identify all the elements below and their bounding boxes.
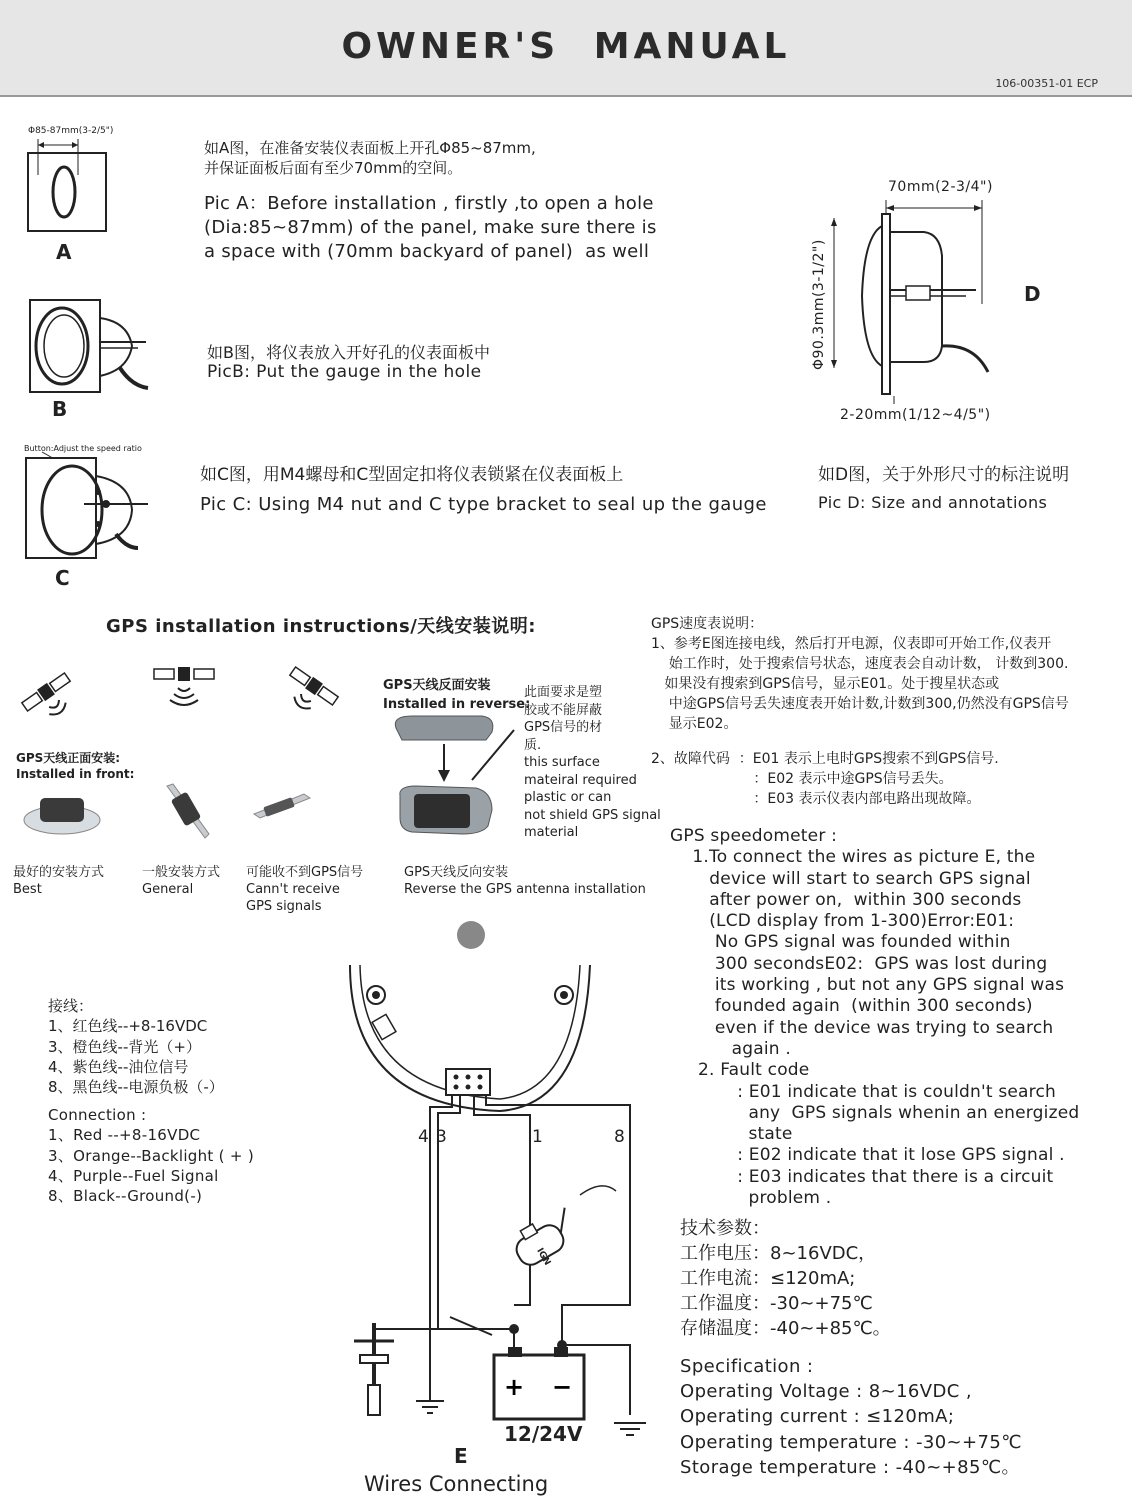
antenna-general-icon	[167, 784, 209, 838]
front-install-en: Installed in front:	[16, 767, 135, 781]
wire-pin3	[438, 1095, 514, 1329]
pic-d-dimension-drawing	[806, 196, 1006, 406]
ground-icon	[416, 1401, 444, 1413]
pic-a-en-line: a space with (70mm backyard of panel) as well	[204, 241, 650, 262]
gauge-connector	[446, 1069, 490, 1095]
gps-en-line: state	[670, 1124, 793, 1145]
pic-a-dimension-label: Φ85-87mm(3-2/5")	[28, 126, 114, 136]
wiring-en-line: 8、Black--Ground(-)	[48, 1187, 203, 1206]
pic-b-english-text: PicB: Put the gauge in the hole	[207, 362, 482, 382]
pin-4-label: 4	[418, 1127, 429, 1147]
gps-cn-line: GPS速度表说明：	[651, 616, 764, 632]
wiring-cn-line: 8、黑色线--电源负极（-）	[48, 1078, 224, 1097]
reverse-note	[524, 684, 661, 842]
gps-en-line: again .	[670, 1038, 791, 1059]
specs-en-line: Operating Voltage : 8~16VDC ,	[680, 1381, 972, 1403]
battery-icon	[494, 1347, 584, 1419]
gps-en-line: after power on, within 300 seconds	[670, 889, 1022, 910]
cannot-receive-caption	[246, 864, 363, 915]
pin-1-label: 1	[532, 1127, 543, 1147]
svg-text:−: −	[551, 1373, 573, 1401]
specs-en-line: Operating temperature : -30~+75℃	[680, 1431, 1022, 1453]
gps-english-description	[670, 826, 1079, 1209]
specs-en-title: Specification :	[680, 1356, 814, 1377]
gps-en-line: any GPS signals whenin an energized	[670, 1102, 1080, 1123]
gps-cn-line: ：E03 表示仪表内部电路出现故障。	[651, 791, 981, 807]
document-code: 106-00351-01 ECP	[995, 77, 1098, 90]
specs-en-line: Storage temperature : -40~+85℃。	[680, 1456, 1020, 1478]
antenna-best-icon	[24, 798, 100, 834]
cannot-caption-line: 可能收不到GPS信号	[246, 865, 364, 880]
wires-connecting-caption: Wires Connecting	[364, 1472, 549, 1496]
pic-c-english-text: Pic C: Using M4 nut and C type bracket to seal up the gauge	[200, 494, 767, 515]
gps-cn-line: ：E02 表示中途GPS信号丢失。	[651, 771, 953, 787]
wiring-cn-line: 1、红色线--+8-16VDC	[48, 1017, 208, 1036]
reverse-note-line: 胶或不能屏蔽	[524, 702, 603, 718]
pic-b-chinese-text: 如B图，将仪表放入开好孔的仪表面板中	[207, 343, 490, 362]
battery-voltage-label: 12/24V	[504, 1422, 583, 1446]
cannot-caption-line: GPS signals	[246, 899, 322, 914]
pic-d-label: D	[1024, 282, 1041, 306]
gps-cn-line: 如果没有搜索到GPS信号，显示E01。处于搜星状态或	[651, 676, 1000, 692]
pic-d-chinese-text: 如D图，关于外形尺寸的标注说明	[818, 465, 1070, 485]
general-caption-line: 一般安装方式	[142, 865, 221, 880]
satellite-icon	[21, 671, 82, 727]
svg-text:+: +	[503, 1373, 525, 1401]
front-install-cn: GPS天线正面安装:	[16, 751, 121, 765]
antenna-bad-icon	[254, 794, 310, 818]
pic-d-panel-thickness-label: 2-20mm(1/12~4/5")	[840, 407, 991, 423]
wire-pin8	[486, 1095, 630, 1355]
gps-en-line: GPS speedometer :	[670, 826, 838, 846]
satellite-icon	[154, 667, 214, 705]
wiring-cn-line: 4、紫色线--油位信号	[48, 1057, 189, 1076]
gps-cn-line: 2、故障代码 ：E01 表示上电时GPS搜索不到GPS信号.	[651, 751, 999, 767]
pic-c-bracket-drawing	[22, 452, 152, 564]
reverse-note-line: not shield GPS signal	[524, 807, 661, 823]
specs-cn-line: 工作电压：8~16VDC，	[680, 1243, 877, 1264]
reverse-note-line: 质.	[524, 737, 542, 753]
gps-cn-line: 显示E02。	[651, 716, 738, 732]
wiring-en-line: 4、Purple--Fuel Signal	[48, 1166, 219, 1185]
pic-a-en-line: (Dia:85~87mm) of the panel, make sure there is	[204, 217, 657, 238]
general-caption-line: General	[142, 882, 194, 897]
pic-a-cn-line: 并保证面板后面有至少70mm的空间。	[204, 159, 463, 177]
specs-cn-line: 工作电流：≤120mA;	[680, 1268, 856, 1289]
pic-a-panel-hole-drawing	[20, 135, 115, 245]
pic-a-english-text	[204, 192, 657, 264]
reverse-caption-line: GPS天线反向安装	[404, 865, 509, 880]
gps-en-line: device will start to search GPS signal	[670, 868, 1031, 889]
reverse-antenna-drawing	[392, 714, 522, 850]
gps-cn-line: 中途GPS信号丢失速度表开始计数,计数到300,仍然没有GPS信号	[651, 696, 1069, 712]
reverse-install-cn: GPS天线反面安装	[383, 678, 491, 693]
specs-cn-line: 工作温度：-30~+75℃	[680, 1293, 873, 1314]
gps-en-line: : E02 indicate that it lose GPS signal .	[670, 1145, 1065, 1166]
reverse-caption-line: Reverse the GPS antenna installation	[404, 882, 646, 897]
wiring-en-title: Connection :	[48, 1106, 147, 1124]
ground-icon	[614, 1423, 646, 1435]
reverse-note-line: mateiral required	[524, 772, 637, 788]
specs-en-line: Operating current : ≤120mA;	[680, 1406, 955, 1428]
pic-b-label: B	[52, 397, 68, 421]
gps-cn-line	[651, 734, 1069, 749]
pic-a-cn-line: 如A图，在准备安装仪表面板上开孔Φ85~87mm,	[204, 139, 536, 157]
pin-3-label: 3	[436, 1127, 447, 1147]
pic-b-gauge-in-hole-drawing	[28, 298, 153, 398]
reverse-note-line: GPS信号的材	[524, 720, 603, 735]
wire-pin1	[474, 1095, 530, 1215]
pic-a-en-line: Pic A：Before installation , firstly ,to open a hole	[204, 193, 654, 214]
reverse-caption	[404, 864, 646, 898]
gps-chinese-description	[651, 614, 1069, 809]
gps-en-line: its working , but not any GPS signal was	[670, 975, 1065, 996]
specs-english	[680, 1354, 1022, 1480]
indicator-dot	[457, 921, 485, 949]
pic-d-depth-label: 70mm(2-3/4")	[888, 179, 993, 195]
specs-cn-line: 存储温度：-40~+85℃。	[680, 1318, 891, 1339]
satellite-icon	[278, 665, 339, 721]
gps-en-line: 1.To connect the wires as picture E, the	[670, 847, 1036, 868]
reverse-note-line: material	[524, 825, 579, 840]
wiring-english	[48, 1105, 254, 1206]
wiring-chinese	[48, 996, 224, 1097]
cannot-caption-line: Cann't receive	[246, 882, 340, 897]
gps-en-line: (LCD display from 1-300)Error:E01:	[670, 911, 1015, 932]
gps-en-line: even if the device was trying to search	[670, 1017, 1054, 1038]
manual-title: OWNER'S MANUAL	[341, 26, 791, 67]
pic-a-chinese-text	[204, 138, 536, 178]
reverse-note-line: this surface	[524, 755, 600, 770]
gps-en-line: : E03 indicates that there is a circuit	[670, 1166, 1054, 1187]
gps-en-line: No GPS signal was founded within	[670, 932, 1011, 953]
gps-en-line: : E01 indicate that is couldn't search	[670, 1081, 1056, 1102]
specs-cn-title: 技术参数：	[680, 1218, 770, 1239]
best-caption	[13, 864, 104, 898]
reverse-note-line: 此面要求是塑	[524, 685, 603, 700]
reverse-install-heading	[383, 676, 530, 714]
reverse-install-en: Installed in reverse:	[383, 697, 531, 712]
wiring-diagram	[340, 915, 660, 1435]
specs-chinese	[680, 1216, 891, 1341]
best-caption-line: Best	[13, 882, 42, 897]
wiring-en-line: 3、Orange--Backlight ( + )	[48, 1146, 254, 1165]
best-caption-line: 最好的安装方式	[13, 865, 105, 880]
gps-cn-line: 始工作时，处于搜索信号状态，速度表会自动计数， 计数到300.	[651, 656, 1069, 672]
pic-c-chinese-text: 如C图，用M4螺母和C型固定扣将仪表锁紧在仪表面板上	[200, 465, 624, 485]
gps-en-line: 300 secondsE02: GPS was lost during	[670, 953, 1048, 974]
wiring-cn-title: 接线：	[48, 997, 94, 1015]
satellite-icons	[14, 660, 374, 730]
front-install-heading	[16, 750, 134, 782]
gps-en-line: 2. Fault code	[670, 1060, 810, 1081]
gps-en-line: problem .	[670, 1188, 832, 1209]
gps-en-line: founded again (within 300 seconds)	[670, 996, 1033, 1017]
header-band	[0, 0, 1132, 97]
pic-d-diameter-label: Φ90.3mm(3-1/2")	[811, 239, 827, 370]
pic-e-label: E	[454, 1444, 468, 1468]
wiring-cn-line: 3、橙色线--背光（+）	[48, 1037, 201, 1056]
pic-d-english-text: Pic D: Size and annotations	[818, 493, 1048, 512]
pic-a-label: A	[56, 240, 72, 264]
wiring-en-line: 1、Red --+8-16VDC	[48, 1126, 201, 1145]
switch-contact	[450, 1317, 492, 1335]
pin-8-label: 8	[614, 1127, 625, 1147]
gps-install-heading: GPS installation instructions/天线安装说明:	[106, 616, 536, 637]
reverse-note-line: plastic or can	[524, 790, 612, 805]
gps-cn-line: 1、参考E图连接电线，然后打开电源，仪表即可开始工作,仪表开	[651, 636, 1052, 652]
general-caption	[142, 864, 220, 898]
pic-c-label: C	[55, 566, 70, 590]
front-antenna-drawings	[22, 786, 322, 846]
ignition-label: IGN	[534, 1246, 553, 1268]
pic-c-button-label: Button:Adjust the speed ratio	[24, 444, 142, 453]
